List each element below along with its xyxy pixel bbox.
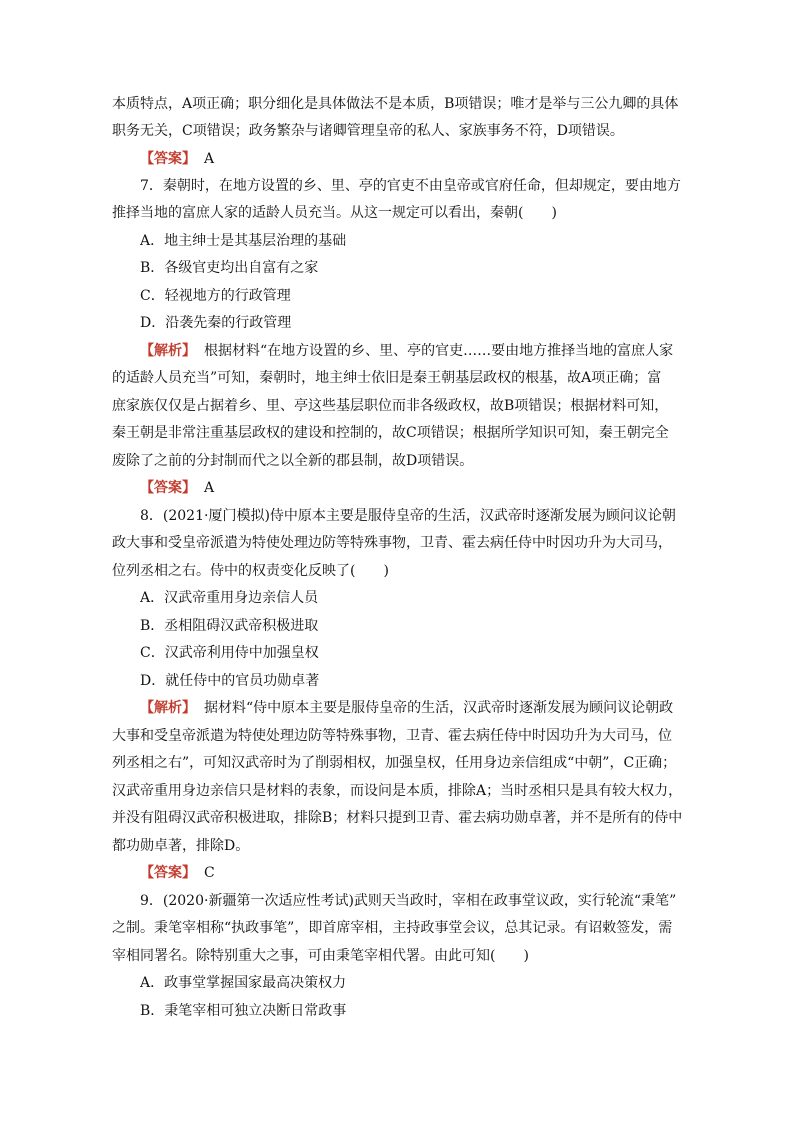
answer-line — [140, 149, 684, 169]
answer-tag: 【答案】 — [140, 865, 196, 881]
analysis-tag: 【解析】 — [140, 343, 196, 359]
option-line: D．就任侍中的官员功勋卓著 — [140, 673, 320, 689]
text-line: 列丞相之右”，可知汉武帝时为了削弱相权，加强皇权，任用身边亲信组成“中朝”，C正确； — [112, 755, 677, 771]
answer-line — [140, 478, 684, 498]
analysis-text: 据材料“侍中原本主要是服侍皇帝的生活，汉武帝时逐渐发展为顾问议论朝政 — [204, 700, 674, 716]
text-line: 宰相同署名。除特别重大之事，可由秉笔宰相代署。由此可知( ) — [112, 948, 529, 964]
option-line: A．汉武帝重用身边亲信人员 — [140, 590, 319, 606]
text-line: 并没有阻碍汉武帝积极进取，排除B；材料只提到卫青、霍去病功勋卓著，并不是所有的侍中 — [112, 810, 683, 826]
text-line: 位列丞相之右。侍中的权责变化反映了( ) — [112, 563, 389, 579]
question-line: 8．(2021·厦门模拟)侍中原本主要是服侍皇帝的生活，汉武帝时逐渐发展为顾问议论朝 — [140, 508, 676, 524]
text-line: 汉武帝重用身边亲信只是材料的表象，而设问是本质，排除A；当时丞相只是具有较大权力， — [112, 783, 683, 799]
question-line: 7．秦朝时，在地方设置的乡、里、亭的官吏不由皇帝或官府任命，但却规定，要由地方 — [140, 178, 681, 194]
answer-tag: 【答案】 — [140, 151, 196, 167]
text-line: 庶家族仅仅是占据着乡、里、亭这些基层职位而非各级政权，故B项错误；根据材料可知， — [112, 398, 669, 414]
text-line: 秦王朝是非常注重基层政权的建设和控制的，故C项错误；根据所学知识可知，秦王朝完全 — [112, 425, 669, 441]
option-line: D．沿袭先秦的行政管理 — [140, 315, 292, 331]
option-line: B．秉笔宰相可独立决断日常政事 — [140, 1003, 347, 1019]
option-line: C．汉武帝利用侍中加强皇权 — [140, 645, 319, 661]
analysis-line — [140, 341, 684, 361]
option-line: B．丞相阻碍汉武帝积极进取 — [140, 618, 319, 634]
answer-value: A — [204, 480, 215, 496]
text-line: 大事和受皇帝派遣为特使处理边防等特殊事物，卫青、霍去病任侍中时因功升为大司马，位 — [112, 728, 672, 744]
option-line: C．轻视地方的行政管理 — [140, 288, 291, 304]
answer-value: A — [204, 151, 215, 167]
answer-value: C — [204, 865, 215, 881]
analysis-text: 根据材料“在地方设置的乡、里、亭的官吏……要由地方推择当地的富庶人家 — [204, 343, 674, 359]
text-line: 推择当地的富庶人家的适龄人员充当。从这一规定可以看出，秦朝( ) — [112, 205, 557, 221]
question-line: 9．(2020·新疆第一次适应性考试)武则天当政时，宰相在政事堂议政，实行轮流“秉笔” — [140, 893, 677, 909]
text-line: 之制。秉笔宰相称“执政事笔”，即首席宰相，主持政事堂会议，总其记录。有诏敕签发，需 — [112, 920, 673, 936]
text-line: 政大事和受皇帝派遣为特使处理边防等特殊事物，卫青、霍去病任侍中时因功升为大司马， — [112, 535, 672, 551]
text-line: 的适龄人员充当”可知，秦朝时，地主绅士依旧是秦王朝基层政权的根基，故A项正确；富 — [112, 370, 662, 386]
analysis-line — [140, 698, 684, 718]
option-line: B．各级官吏均出自富有之家 — [140, 260, 319, 276]
text-line: 职务无关，C项错误；政务繁杂与诸卿管理皇帝的私人、家族事务不符，D项错误。 — [112, 123, 624, 139]
answer-tag: 【答案】 — [140, 480, 196, 496]
answer-line — [140, 863, 684, 883]
text-line: 本质特点，A项正确；职分细化是具体做法不是本质，B项错误；唯才是举与三公九卿的具体 — [112, 96, 679, 112]
text-line: 废除了之前的分封制而代之以全新的郡县制，故D项错误。 — [112, 453, 474, 469]
text-line: 都功勋卓著，排除D。 — [112, 838, 250, 854]
option-line: A．政事堂掌握国家最高决策权力 — [140, 975, 347, 991]
analysis-tag: 【解析】 — [140, 700, 196, 716]
option-line: A．地主绅士是其基层治理的基础 — [140, 233, 347, 249]
